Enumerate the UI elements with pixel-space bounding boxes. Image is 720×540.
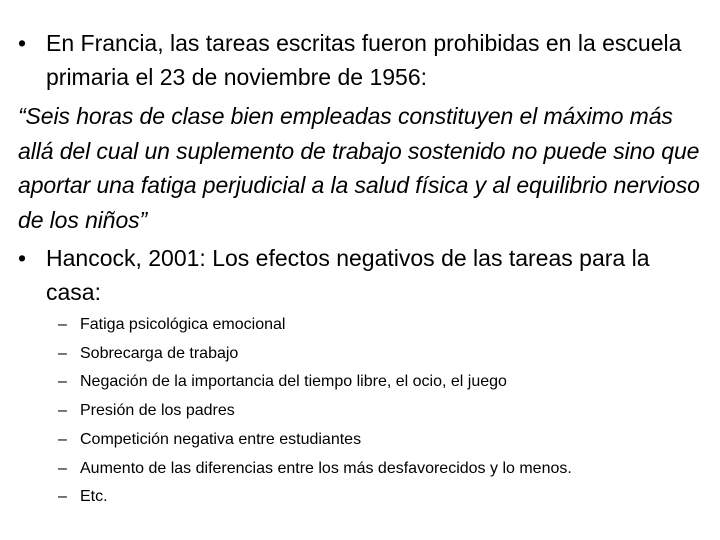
bullet-france-text: En Francia, las tareas escritas fueron prohibidas en la escuela primaria el 23 de noviembre de 1956: bbox=[46, 30, 682, 90]
list-item bbox=[58, 397, 708, 426]
list-item-text: Aumento de las diferencias entre los más desfavorecidos y lo menos. bbox=[80, 459, 572, 477]
list-item-text: Fatiga psicológica emocional bbox=[80, 316, 286, 333]
list-item-text: Competición negativa entre estudiantes bbox=[80, 430, 362, 448]
dash-marker: – bbox=[58, 402, 67, 420]
list-item bbox=[58, 368, 708, 397]
dash-marker: – bbox=[58, 488, 67, 506]
effects-list bbox=[58, 311, 708, 512]
bullet-hancock-text: Hancock, 2001: Los efectos negativos de las tareas para la casa: bbox=[46, 245, 650, 305]
list-item-text: Negación de la importancia del tiempo libre, el ocio, el juego bbox=[80, 373, 507, 391]
list-item bbox=[58, 311, 708, 340]
list-item bbox=[58, 340, 708, 369]
bullet-hancock bbox=[18, 241, 708, 309]
list-item-text: Sobrecarga de trabajo bbox=[80, 344, 239, 362]
list-item bbox=[58, 455, 708, 484]
bullet-marker: • bbox=[18, 30, 27, 56]
quote-text: “Seis horas de clase bien empleadas constituyen el máximo más allá del cual un suplemento de trabajo sostenido no puede sino que aportar una fatiga perjudicial a la salud física y al equilibrio nervioso de los niños” bbox=[18, 103, 700, 233]
dash-marker: – bbox=[58, 316, 67, 333]
list-item-text: Etc. bbox=[80, 488, 108, 506]
list-item-text: Presión de los padres bbox=[80, 402, 235, 420]
dash-marker: – bbox=[58, 373, 67, 391]
bullet-marker: • bbox=[18, 245, 27, 271]
bullet-france bbox=[18, 26, 708, 94]
list-item bbox=[58, 426, 708, 455]
dash-marker: – bbox=[58, 430, 67, 448]
dash-marker: – bbox=[58, 459, 67, 477]
list-item bbox=[58, 483, 708, 512]
dash-marker: – bbox=[58, 344, 67, 362]
